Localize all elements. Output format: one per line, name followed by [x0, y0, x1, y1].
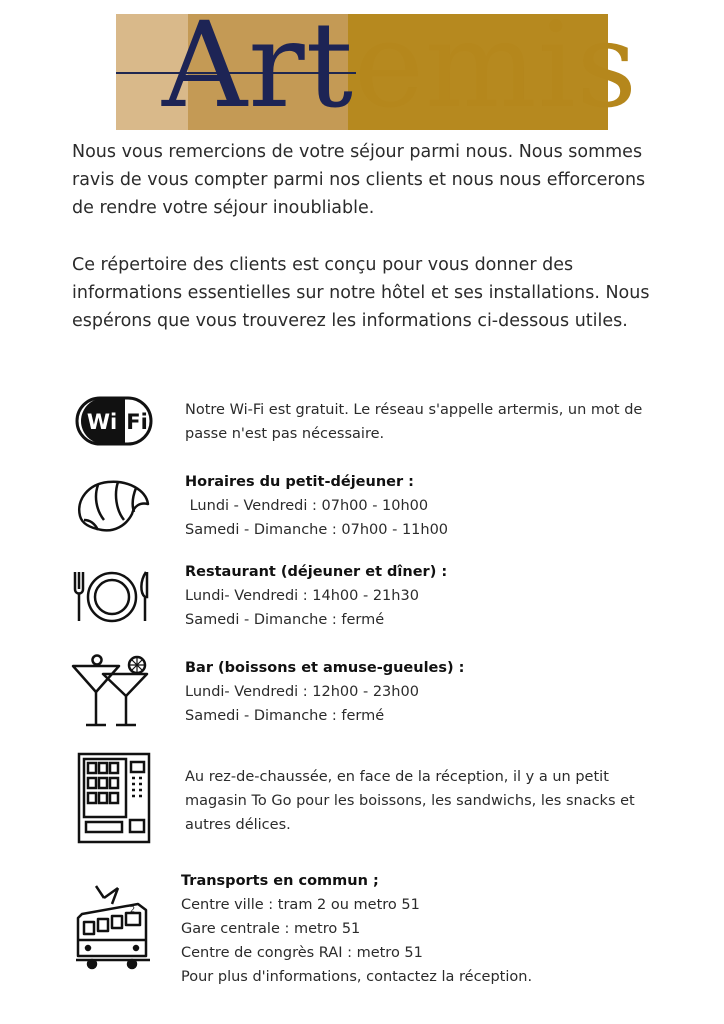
wifi-section — [185, 398, 665, 446]
transport-rai-congress: Centre de congrès RAI : metro 51 — [181, 945, 423, 961]
restaurant-section — [185, 560, 665, 632]
transport-section — [181, 869, 661, 989]
transport-city-centre: Centre ville : tram 2 ou metro 51 — [181, 897, 420, 913]
logo-text-dark: Art — [162, 0, 355, 134]
svg-text:2: 2 — [130, 905, 136, 914]
breakfast-weekend-hours: Samedi - Dimanche : 07h00 - 11h00 — [185, 522, 449, 538]
transport-info-note: Pour plus d'informations, contactez la réception. — [181, 969, 533, 985]
bar-weekend-hours: Samedi - Dimanche : fermé — [185, 708, 385, 724]
shop-section — [185, 765, 665, 837]
croissant-icon — [74, 476, 152, 538]
logo-text — [162, 0, 639, 134]
breakfast-title: Horaires du petit-déjeuner : — [185, 474, 414, 490]
breakfast-section — [185, 470, 665, 542]
cocktail-icon — [70, 654, 152, 730]
bar-weekday-hours: Lundi- Vendredi : 12h00 - 23h00 — [185, 684, 419, 700]
transport-title: Transports en commun ; — [181, 873, 379, 889]
wifi-text: Notre Wi-Fi est gratuit. Le réseau s'appelle artermis, un mot de passe n'est pas nécessaire. — [185, 402, 643, 442]
svg-text:Wi: Wi — [86, 410, 118, 434]
wifi-icon — [75, 393, 153, 449]
intro-paragraph-1: Nous vous remercions de votre séjour parmi nous. Nous sommes ravis de vous compter parmi nos clients et nous nous efforcerons de rendre votre séjour inoubliable. — [72, 142, 646, 218]
restaurant-weekday-hours: Lundi- Vendredi : 14h00 - 21h30 — [185, 588, 419, 604]
restaurant-title: Restaurant (déjeuner et dîner) : — [185, 564, 448, 580]
breakfast-weekday-hours: Lundi - Vendredi : 07h00 - 10h00 — [185, 498, 429, 514]
bar-title: Bar (boissons et amuse-gueules) : — [185, 660, 465, 676]
tram-icon — [74, 884, 152, 970]
hotel-logo — [116, 0, 639, 134]
plate-cutlery-icon — [70, 569, 152, 625]
restaurant-weekend-hours: Samedi - Dimanche : fermé — [185, 612, 385, 628]
logo-text-gold: emis — [354, 0, 639, 134]
intro-paragraph-2: Ce répertoire des clients est conçu pour vous donner des informations essentielles sur notre hôtel et ses installations. Nous espérons que vous trouverez les informations ci-dessous utiles. — [72, 255, 650, 331]
svg-text:Fi: Fi — [126, 410, 148, 434]
vending-machine-icon — [77, 752, 151, 844]
transport-central-station: Gare centrale : metro 51 — [181, 921, 361, 937]
bar-section — [185, 656, 665, 728]
shop-text: Au rez-de-chaussée, en face de la réception, il y a un petit magasin To Go pour les boissons, les sandwichs, les snacks et autres délices. — [185, 769, 635, 833]
